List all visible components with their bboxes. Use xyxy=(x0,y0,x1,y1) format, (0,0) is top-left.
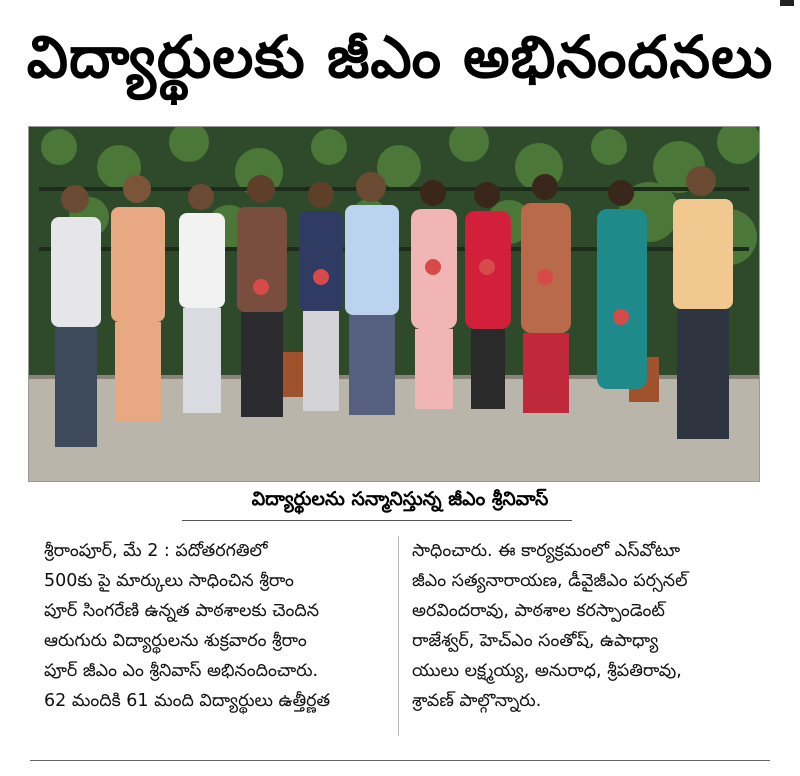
bottom-rule xyxy=(30,760,770,761)
body-line: సాధించారు. ఈ కార్యక్రమంలో ఎస్‌వోటూ xyxy=(412,541,681,561)
headline: విద్యార్థులకు జీఎం అభినందనలు xyxy=(26,22,774,91)
body-column-right xyxy=(412,536,757,716)
body-line: పూర్ సింగరేణి ఉన్నత పాఠశాలకు చెందిన xyxy=(44,601,320,621)
body-line: శ్రీరాంపూర్, మే 2 : పదోతరగతిలో xyxy=(44,541,268,561)
group-photo xyxy=(28,126,760,482)
body-line: 62 మందికి 61 మంది విద్యార్థులు ఉత్తీర్ణత xyxy=(44,691,331,711)
body-line: జీఎం సత్యనారాయణ, డీవైజీఎం పర్సనల్ xyxy=(412,571,688,591)
caption-rule xyxy=(182,520,572,521)
body-line: యులు లక్ష్మయ్య, అనురాధ, శ్రీపతిరావు, xyxy=(412,661,682,681)
body-column-left xyxy=(44,536,389,716)
column-divider xyxy=(398,536,399,736)
body-line: పూర్ జీఎం ఎం శ్రీనివాస్ అభినందించారు. xyxy=(44,661,319,681)
body-line: అరవిందరావు, పాఠశాల కరస్పాండెంట్ xyxy=(412,601,665,621)
group-photo-illustration xyxy=(29,127,759,481)
body-line: ఆరుగురు విద్యార్థులను శుక్రవారం శ్రీరాం xyxy=(44,631,307,651)
body-line: 500కు పై మార్కులు సాధించిన శ్రీరాం xyxy=(44,571,294,591)
page-edge-mark xyxy=(780,0,794,6)
photo-caption: విద్యార్థులను సన్మానిస్తున్న జీఎం శ్రీనివాస్ xyxy=(251,487,549,510)
body-line: రాజేశ్వర్, హెచ్‌ఎం సంతోష్, ఉపాధ్యా xyxy=(412,631,659,651)
body-line: శ్రావణ్ పాల్గొన్నారు. xyxy=(412,691,542,711)
